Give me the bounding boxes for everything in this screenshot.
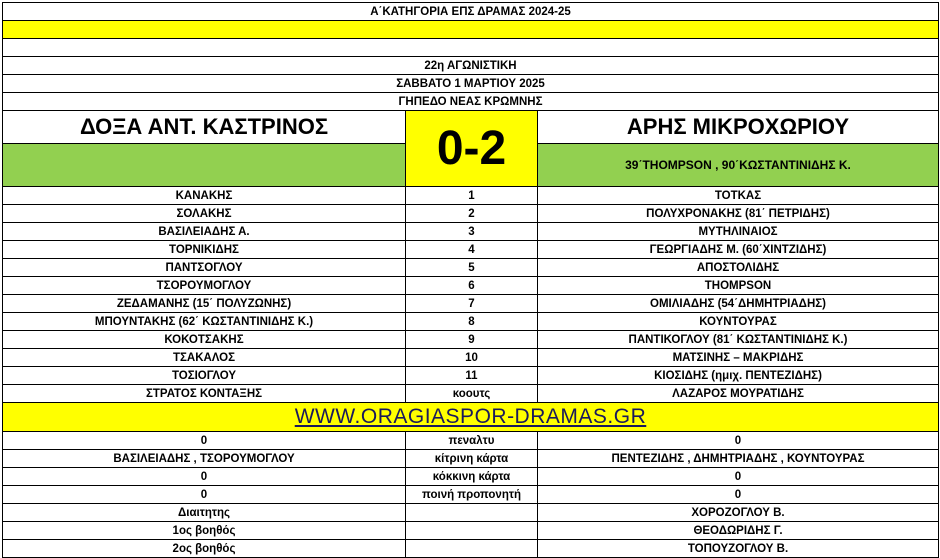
official-row <box>3 522 939 540</box>
official-name: ΧΟΡΟΖΟΓΛΟΥ Β. <box>538 504 939 522</box>
away-player: ΜΑΤΣΙΝΗΣ – ΜΑΚΡΙΔΗΣ <box>538 349 939 367</box>
match-date: ΣΑΒΒΑΤΟ 1 ΜΑΡΤΙΟΥ 2025 <box>3 75 939 93</box>
away-player: ΠΟΛΥΧΡΟΝΑΚΗΣ (81΄ ΠΕΤΡΙΔΗΣ) <box>538 205 939 223</box>
away-scorers: 39΄THOMPSON , 90΄ΚΩΣΤΑΝΤΙΝΙΔΗΣ Κ. <box>538 144 939 187</box>
home-player: ΤΣΟΡΟΥΜΟΓΛΟΥ <box>3 277 406 295</box>
stats-row <box>3 450 939 468</box>
home-player: ΚΟΚΟΤΣΑΚΗΣ <box>3 331 406 349</box>
stat-label: πεναλτυ <box>406 432 538 450</box>
home-stat: 0 <box>3 468 406 486</box>
shirt-number: 7 <box>406 295 538 313</box>
official-name: ΤΟΠΟΥΖΟΓΛΟΥ Β. <box>538 540 939 558</box>
match-score: 0-2 <box>406 111 538 187</box>
home-player: ΣΟΛΑΚΗΣ <box>3 205 406 223</box>
away-coach: ΛΑΖΑΡΟΣ ΜΟΥΡΑΤΙΔΗΣ <box>538 385 939 403</box>
round-label: 22η ΑΓΩΝΙΣΤΙΚΗ <box>3 57 939 75</box>
match-report-table <box>2 2 939 558</box>
home-player: ΠΑΝΤΣΟΓΛΟΥ <box>3 259 406 277</box>
coach-label: κοουτς <box>406 385 538 403</box>
home-coach: ΣΤΡΑΤΟΣ ΚΟΝΤΑΞΗΣ <box>3 385 406 403</box>
shirt-number: 6 <box>406 277 538 295</box>
home-stat: 0 <box>3 486 406 504</box>
lineup-row <box>3 295 939 313</box>
lineup-row <box>3 367 939 385</box>
official-role: 2ος βοηθός <box>3 540 406 558</box>
stats-row <box>3 432 939 450</box>
lineup-row <box>3 205 939 223</box>
away-player: ΜΥΤΗΛΙΝΑΙΟΣ <box>538 223 939 241</box>
home-player: ΜΠΟΥΝΤΑΚΗΣ (62΄ ΚΩΣΤΑΝΤΙΝΙΔΗΣ Κ.) <box>3 313 406 331</box>
stat-label: ποινή προπονητή <box>406 486 538 504</box>
official-spacer <box>406 522 538 540</box>
shirt-number: 3 <box>406 223 538 241</box>
home-stat: ΒΑΣΙΛΕΙΑΔΗΣ , ΤΣΟΡΟΥΜΟΓΛΟΥ <box>3 450 406 468</box>
coaches-row <box>3 385 939 403</box>
official-name: ΘΕΟΔΩΡΙΔΗΣ Γ. <box>538 522 939 540</box>
shirt-number: 2 <box>406 205 538 223</box>
away-stat: ΠΕΝΤΕΖΙΔΗΣ , ΔΗΜΗΤΡΙΑΔΗΣ , ΚΟΥΝΤΟΥΡΑΣ <box>538 450 939 468</box>
home-player: ΤΟΡΝΙΚΙΔΗΣ <box>3 241 406 259</box>
shirt-number: 11 <box>406 367 538 385</box>
match-venue: ΓΗΠΕΔΟ ΝΕΑΣ ΚΡΩΜΝΗΣ <box>3 93 939 111</box>
shirt-number: 1 <box>406 187 538 205</box>
home-player: ΚΑΝΑΚΗΣ <box>3 187 406 205</box>
yellow-divider <box>3 21 939 39</box>
lineup-row <box>3 187 939 205</box>
away-player: ΤΟΤΚΑΣ <box>538 187 939 205</box>
stats-row <box>3 486 939 504</box>
home-player: ΒΑΣΙΛΕΙΑΔΗΣ Α. <box>3 223 406 241</box>
home-player: ΤΟΣΙΟΓΛΟΥ <box>3 367 406 385</box>
away-player: ΟΜΙΛΙΑΔΗΣ (54΄ΔΗΜΗΤΡΙΑΔΗΣ) <box>538 295 939 313</box>
official-row <box>3 504 939 522</box>
away-player: THOMPSON <box>538 277 939 295</box>
official-spacer <box>406 504 538 522</box>
shirt-number: 10 <box>406 349 538 367</box>
official-role: Διαιτητης <box>3 504 406 522</box>
away-stat: 0 <box>538 468 939 486</box>
lineup-row <box>3 277 939 295</box>
lineup-row <box>3 331 939 349</box>
home-team-name: ΔΟΞΑ ΑΝΤ. ΚΑΣΤΡΙΝΟΣ <box>3 111 406 144</box>
official-role: 1ος βοηθός <box>3 522 406 540</box>
shirt-number: 5 <box>406 259 538 277</box>
stat-label: κόκκινη κάρτα <box>406 468 538 486</box>
shirt-number: 4 <box>406 241 538 259</box>
lineup-row <box>3 241 939 259</box>
shirt-number: 9 <box>406 331 538 349</box>
spacer-row <box>3 39 939 57</box>
home-player: ΤΣΑΚΑΛΟΣ <box>3 349 406 367</box>
league-title: Α΄ΚΑΤΗΓΟΡΙΑ ΕΠΣ ΔΡΑΜΑΣ 2024-25 <box>3 3 939 21</box>
home-stat: 0 <box>3 432 406 450</box>
away-team-name: ΑΡΗΣ ΜΙΚΡΟΧΩΡΙΟΥ <box>538 111 939 144</box>
home-player: ΖΕΔΑΜΑΝΗΣ (15΄ ΠΟΛΥΖΩΝΗΣ) <box>3 295 406 313</box>
away-player: ΑΠΟΣΤΟΛΙΔΗΣ <box>538 259 939 277</box>
lineup-row <box>3 223 939 241</box>
home-scorers <box>3 144 406 187</box>
shirt-number: 8 <box>406 313 538 331</box>
away-player: ΠΑΝΤΙΚΟΓΛΟΥ (81΄ ΚΩΣΤΑΝΤΙΝΙΔΗΣ Κ.) <box>538 331 939 349</box>
website-link[interactable]: WWW.ORAGIASPOR-DRAMAS.GR <box>3 403 939 432</box>
away-player: ΓΕΩΡΓΙΑΔΗΣ Μ. (60΄ΧΙΝΤΖΙΔΗΣ) <box>538 241 939 259</box>
lineup-row <box>3 313 939 331</box>
stat-label: κίτρινη κάρτα <box>406 450 538 468</box>
away-stat: 0 <box>538 432 939 450</box>
lineup-row <box>3 259 939 277</box>
stats-row <box>3 468 939 486</box>
away-player: ΚΟΥΝΤΟΥΡΑΣ <box>538 313 939 331</box>
lineup-row <box>3 349 939 367</box>
away-stat: 0 <box>538 486 939 504</box>
away-player: ΚΙΟΣΙΔΗΣ (ημιχ. ΠΕΝΤΕΖΙΔΗΣ) <box>538 367 939 385</box>
